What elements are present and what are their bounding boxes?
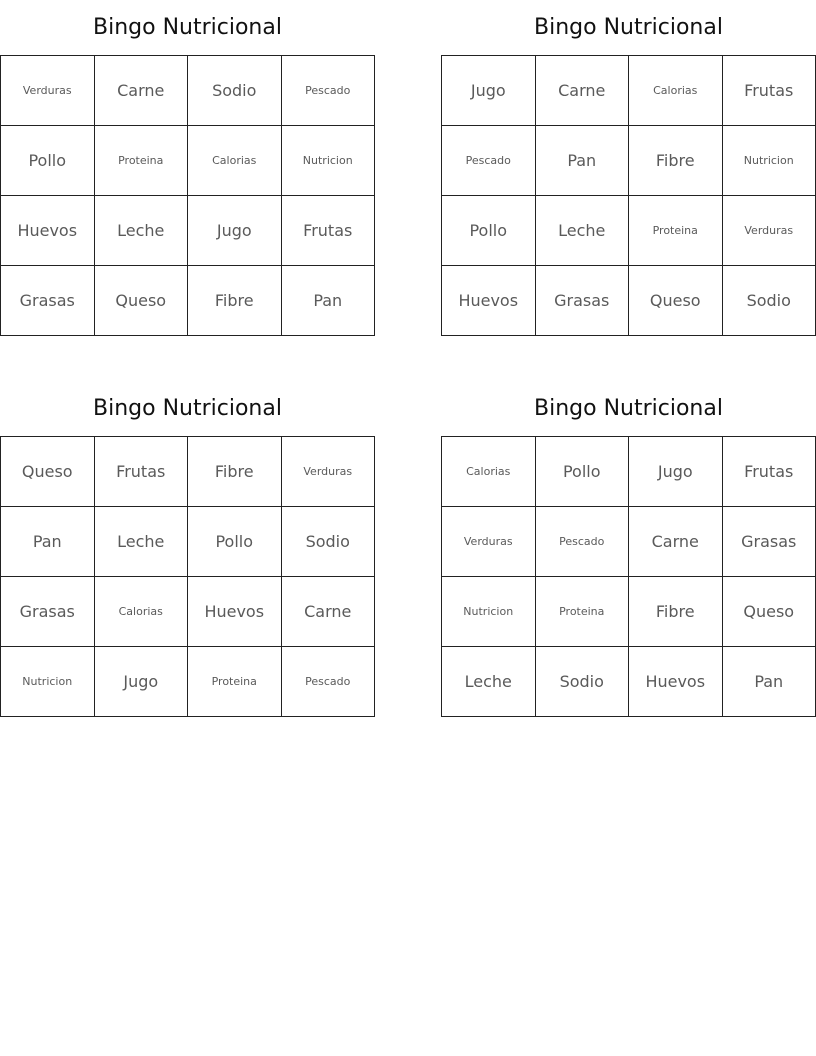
bingo-cell: Nutricion [442, 577, 536, 647]
bingo-cell: Pan [1, 507, 95, 577]
bingo-cell: Jugo [629, 437, 723, 507]
bingo-cell: Huevos [629, 647, 723, 717]
bingo-cell: Jugo [188, 196, 282, 266]
bingo-grid [441, 436, 816, 717]
card-title: Bingo Nutricional [93, 15, 282, 40]
card-title: Bingo Nutricional [534, 15, 723, 40]
bingo-cell: Queso [629, 266, 723, 336]
bingo-cell: Leche [442, 647, 536, 717]
bingo-cell: Sodio [723, 266, 816, 336]
card-title: Bingo Nutricional [534, 396, 723, 421]
bingo-cell: Verduras [1, 56, 95, 126]
bingo-cell: Queso [723, 577, 816, 647]
bingo-card-2 [441, 0, 816, 336]
bingo-cell: Fibre [629, 126, 723, 196]
bingo-card-3 [0, 381, 375, 717]
bingo-cell: Leche [95, 507, 189, 577]
bingo-cell: Huevos [442, 266, 536, 336]
bingo-cell: Carne [536, 56, 630, 126]
bingo-card-1 [0, 0, 375, 336]
bingo-cell: Jugo [442, 56, 536, 126]
bingo-cell: Proteina [188, 647, 282, 717]
bingo-cell: Carne [629, 507, 723, 577]
bingo-cell: Carne [95, 56, 189, 126]
bingo-cell: Proteina [95, 126, 189, 196]
bingo-cell: Fibre [188, 266, 282, 336]
bingo-cell: Pan [282, 266, 376, 336]
bingo-card-4 [441, 381, 816, 717]
bingo-cell: Calorias [188, 126, 282, 196]
bingo-cell: Calorias [442, 437, 536, 507]
bingo-cell: Pollo [1, 126, 95, 196]
bingo-cell: Grasas [723, 507, 816, 577]
bingo-cell: Frutas [723, 437, 816, 507]
bingo-cell: Verduras [282, 437, 376, 507]
bingo-cell: Pescado [282, 647, 376, 717]
bingo-cell: Fibre [629, 577, 723, 647]
bingo-cell: Proteina [536, 577, 630, 647]
bingo-cell: Pescado [536, 507, 630, 577]
bingo-cell: Sodio [536, 647, 630, 717]
bingo-grid [441, 55, 816, 336]
bingo-grid [0, 436, 375, 717]
bingo-cell: Pescado [282, 56, 376, 126]
bingo-cell: Grasas [536, 266, 630, 336]
bingo-cell: Huevos [188, 577, 282, 647]
bingo-grid [0, 55, 375, 336]
bingo-cell: Frutas [723, 56, 816, 126]
bingo-cell: Pollo [536, 437, 630, 507]
bingo-cell: Queso [95, 266, 189, 336]
bingo-cell: Fibre [188, 437, 282, 507]
bingo-cell: Huevos [1, 196, 95, 266]
bingo-cell: Leche [536, 196, 630, 266]
bingo-cell: Pan [723, 647, 816, 717]
bingo-cell: Nutricion [1, 647, 95, 717]
bingo-cell: Pan [536, 126, 630, 196]
bingo-cell: Grasas [1, 266, 95, 336]
bingo-cell: Sodio [282, 507, 376, 577]
bingo-cell: Nutricion [723, 126, 816, 196]
bingo-cell: Proteina [629, 196, 723, 266]
bingo-cell: Pollo [188, 507, 282, 577]
bingo-cell: Sodio [188, 56, 282, 126]
bingo-cell: Carne [282, 577, 376, 647]
bingo-cell: Jugo [95, 647, 189, 717]
bingo-cell: Queso [1, 437, 95, 507]
bingo-cell: Calorias [629, 56, 723, 126]
bingo-cell: Pescado [442, 126, 536, 196]
card-title: Bingo Nutricional [93, 396, 282, 421]
bingo-cell: Grasas [1, 577, 95, 647]
bingo-cell: Frutas [282, 196, 376, 266]
bingo-cell: Pollo [442, 196, 536, 266]
bingo-cell: Nutricion [282, 126, 376, 196]
bingo-cell: Calorias [95, 577, 189, 647]
bingo-cell: Leche [95, 196, 189, 266]
bingo-cell: Frutas [95, 437, 189, 507]
bingo-cell: Verduras [723, 196, 816, 266]
bingo-cell: Verduras [442, 507, 536, 577]
